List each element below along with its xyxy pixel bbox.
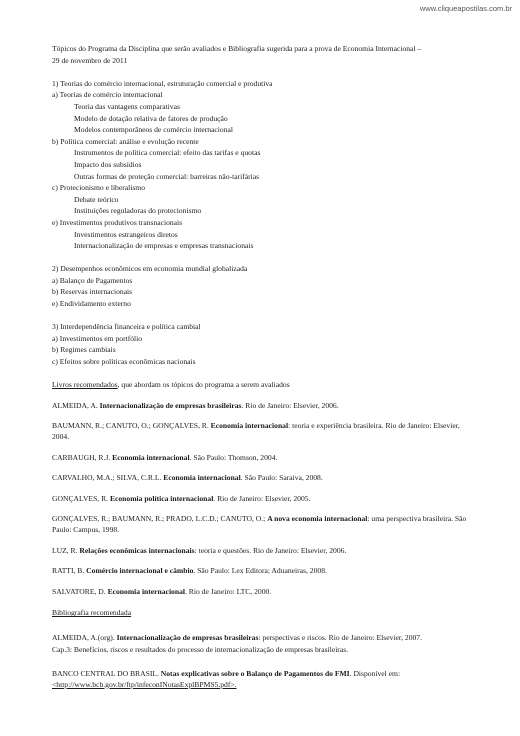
biblio-heading: Bibliografia recomendada xyxy=(52,608,132,618)
reference-title: Economia política internacional xyxy=(109,493,214,503)
reference-8: SALVATORE, D. Economia internacional. Rio de Janeiro: LTC, 2000. xyxy=(52,586,272,596)
topic-item: c) Efeitos sobre políticas econômicas nacionais xyxy=(52,357,196,367)
topic-item: b) Reservas internacionais xyxy=(52,287,133,297)
reference-4: GONÇALVES, R. Economia política internacional. Rio de Janeiro: Elsevier, 2005. xyxy=(52,493,311,503)
watermark: www.cliqueapostilas.com.br xyxy=(419,4,512,13)
topic-1e: e) Investimentos produtivos transnacionais xyxy=(52,217,183,227)
reference-title: Comércio internacional e câmbio xyxy=(86,566,194,576)
topic-section-2: 2) Desempenhos econômicos em economia mundial globalizada xyxy=(52,264,248,274)
reference-title: Internacionalização de empresas brasileiras xyxy=(99,400,242,410)
biblio-reference-2-url[interactable] xyxy=(52,680,472,691)
reference-7: RATTI, B. Comércio internacional e câmbio. São Paulo: Lex Editora; Aduaneiras, 2008. xyxy=(52,566,327,576)
reference-title: A nova economia internacional xyxy=(267,514,368,524)
reference-0: ALMEIDA, A. Internacionalização de empresas brasileiras. Rio de Janeiro: Elsevier, 2006. xyxy=(52,400,339,410)
topic-item: Instrumentos de política comercial: efeito das tarifas e quotas xyxy=(74,148,261,158)
document-page xyxy=(52,43,472,700)
header-line-2: 29 de novembro de 2011 xyxy=(52,55,128,65)
reference-title: Economia internacional xyxy=(163,473,241,483)
reference-title: Relações econômicas internacionais xyxy=(79,545,195,555)
reference-3: CARVALHO, M.A.; SILVA, C.R.L. Economia internacional. São Paulo: Saraiva, 2008. xyxy=(52,473,323,483)
topic-item: Modelo de dotação relativa de fatores de produção xyxy=(74,113,228,123)
biblio-reference-1: ALMEIDA, A.(org). Internacionalização de empresas brasileiras: perspectivas e riscos. Rio de Janeiro: Elsevier, 2007. xyxy=(52,632,422,642)
header-line-1: Tópicos do Programa da Disciplina que serão avaliados e Bibliografia sugerida para a prova de Economia Internacional – xyxy=(52,44,422,53)
topic-section-3: 3) Interdependência financeira e política cambial xyxy=(52,322,201,332)
topic-item: Impacto dos subsídios xyxy=(74,159,142,169)
topic-item: e) Endividamento externo xyxy=(52,299,131,309)
topic-item: a) Investimentos em portfólio xyxy=(52,333,143,343)
livros-heading-underlined: Livros recomendados xyxy=(52,380,118,390)
reference-title: Economia internacional xyxy=(210,421,289,431)
reference-6: LUZ, R. Relações econômicas internacionais: teoria e questões. Rio de Janeiro: Elsevier, 2006. xyxy=(52,545,347,555)
topic-1b: b) Política comercial: análise e evolução recente xyxy=(52,136,199,146)
topic-item: a) Balanço de Pagamentos xyxy=(52,275,133,285)
reference-link[interactable]: <http://www.bcb.gov.br/ftp/infeconINotasExplBPMS5.pdf>. xyxy=(52,679,237,689)
topic-item: Investimentos estrangeiros diretos xyxy=(74,229,178,239)
topic-item: Teoria das vantagens comparativas xyxy=(74,101,180,111)
topic-item: b) Regimes cambiais xyxy=(52,345,116,355)
topic-item: Outras formas de proteção comercial: barreiras não-tarifárias xyxy=(74,171,260,181)
topic-1c: c) Protecionismo e liberalismo xyxy=(52,183,146,193)
topic-item: Instituições reguladoras do protecionismo xyxy=(74,206,202,216)
biblio-reference-1-chapter: Cap.3: Benefícios, riscos e resultados do processo de internacionalização de empresas brasileiras. xyxy=(52,644,349,654)
reference-title: Economia internacional xyxy=(112,452,190,462)
topic-1a: a) Teorias de comércio internacional xyxy=(52,90,163,100)
livros-heading-rest: , que abordam os tópicos do programa a serem avaliados xyxy=(117,380,290,390)
livros-heading xyxy=(52,379,472,391)
reference-title: Internacionalização de empresas brasileiras xyxy=(116,632,259,642)
reference-title: Notas explicativas sobre o Balanço de Pagamentos do FMI xyxy=(160,669,350,679)
topic-item: Internacionalização de empresas e empresas transnacionais xyxy=(74,241,254,251)
topic-item: Modelos contemporâneos de comércio internacional xyxy=(74,125,233,135)
topic-section-1: 1) Teorias do comércio internacional, estruturação comercial e produtiva xyxy=(52,78,273,88)
reference-title: Economia internacional xyxy=(107,586,185,596)
reference-1: BAUMANN, R.; CANUTO, O.; GONÇALVES, R. Economia internacional: teoria e experiência brasileira. Rio de Janeiro: Elsevier, 2004. xyxy=(52,421,460,441)
biblio-reference-2: BANCO CENTRAL DO BRASIL. Notas explicativas sobre o Balanço de Pagamentos do FMI. Disponível em: xyxy=(52,669,401,679)
reference-2: CARBAUGH, R.J. Economia internacional. São Paulo: Thomson, 2004. xyxy=(52,452,278,462)
reference-5: GONÇALVES, R.; BAUMANN, R.; PRADO, L.C.D.; CANUTO, O.; A nova economia internacional: uma perspectiva brasileira. São Paulo: Campus, 1998. xyxy=(52,514,467,534)
topic-item: Debate teórico xyxy=(74,194,119,204)
